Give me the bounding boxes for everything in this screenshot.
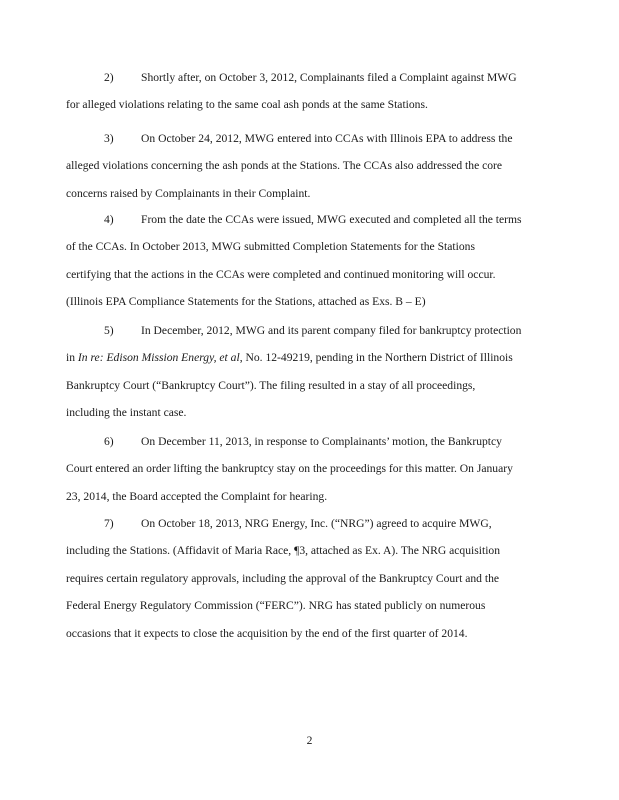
paragraph-number: 7): [104, 517, 114, 530]
paragraph-line: 4) From the date the CCAs were issued, MWG executed and completed all the terms: [66, 206, 556, 233]
paragraph-number: 6): [104, 435, 114, 448]
paragraph-line: 7) On October 18, 2013, NRG Energy, Inc. (“NRG”) agreed to acquire MWG,: [66, 510, 556, 537]
paragraph-3: [66, 125, 556, 207]
paragraph-4: [66, 206, 556, 316]
paragraph-line: (Illinois EPA Compliance Statements for the Stations, attached as Exs. B – E): [66, 295, 426, 309]
paragraph-number: 2): [104, 71, 114, 84]
paragraph-5: [66, 317, 556, 427]
paragraph-line: 6) On December 11, 2013, in response to Complainants’ motion, the Bankruptcy: [66, 428, 556, 455]
case-name: In re: Edison Mission Energy, et al: [77, 351, 240, 365]
paragraph-line: occasions that it expects to close the acquisition by the end of the first quarter of 2014.: [66, 626, 468, 640]
paragraph-6: [66, 428, 556, 510]
paragraph-line: Federal Energy Regulatory Commission (“FERC”). NRG has stated publicly on numerous: [66, 599, 486, 613]
paragraph-line: for alleged violations relating to the same coal ash ponds at the same Stations.: [66, 98, 428, 112]
paragraph-number: 4): [104, 213, 114, 226]
paragraph-2: [66, 64, 556, 119]
paragraph-line: certifying that the actions in the CCAs were completed and continued monitoring will occur.: [66, 267, 496, 281]
paragraph-line: including the instant case.: [66, 406, 187, 420]
paragraph-7: [66, 510, 556, 647]
paragraph-line: Bankruptcy Court (“Bankruptcy Court”). The filing resulted in a stay of all proceedings,: [66, 378, 476, 392]
paragraph-line: Court entered an order lifting the bankruptcy stay on the proceedings for this matter. On January: [66, 462, 513, 476]
paragraph-line: 5) In December, 2012, MWG and its parent company filed for bankruptcy protection: [66, 317, 556, 344]
paragraph-line: in In re: Edison Mission Energy, et al, No. 12-49219, pending in the Northern District of Illinois: [66, 351, 513, 365]
paragraph-line: 3) On October 24, 2012, MWG entered into CCAs with Illinois EPA to address the: [66, 125, 556, 152]
paragraph-line: 23, 2014, the Board accepted the Complaint for hearing.: [66, 489, 328, 503]
paragraph-line: alleged violations concerning the ash ponds at the Stations. The CCAs also addressed the core: [66, 159, 503, 173]
paragraph-line: of the CCAs. In October 2013, MWG submitted Completion Statements for the Stations: [66, 240, 475, 254]
paragraph-number: 3): [104, 132, 114, 145]
paragraph-number: 5): [104, 324, 114, 337]
page-number: 2: [306, 734, 313, 747]
paragraph-line: requires certain regulatory approvals, including the approval of the Bankruptcy Court and the: [66, 571, 500, 585]
paragraph-line: 2) Shortly after, on October 3, 2012, Complainants filed a Complaint against MWG: [66, 64, 556, 91]
paragraph-line: including the Stations. (Affidavit of Maria Race, ¶3, attached as Ex. A). The NRG acquisition: [66, 544, 501, 558]
paragraph-line: concerns raised by Complainants in their Complaint.: [66, 186, 311, 200]
